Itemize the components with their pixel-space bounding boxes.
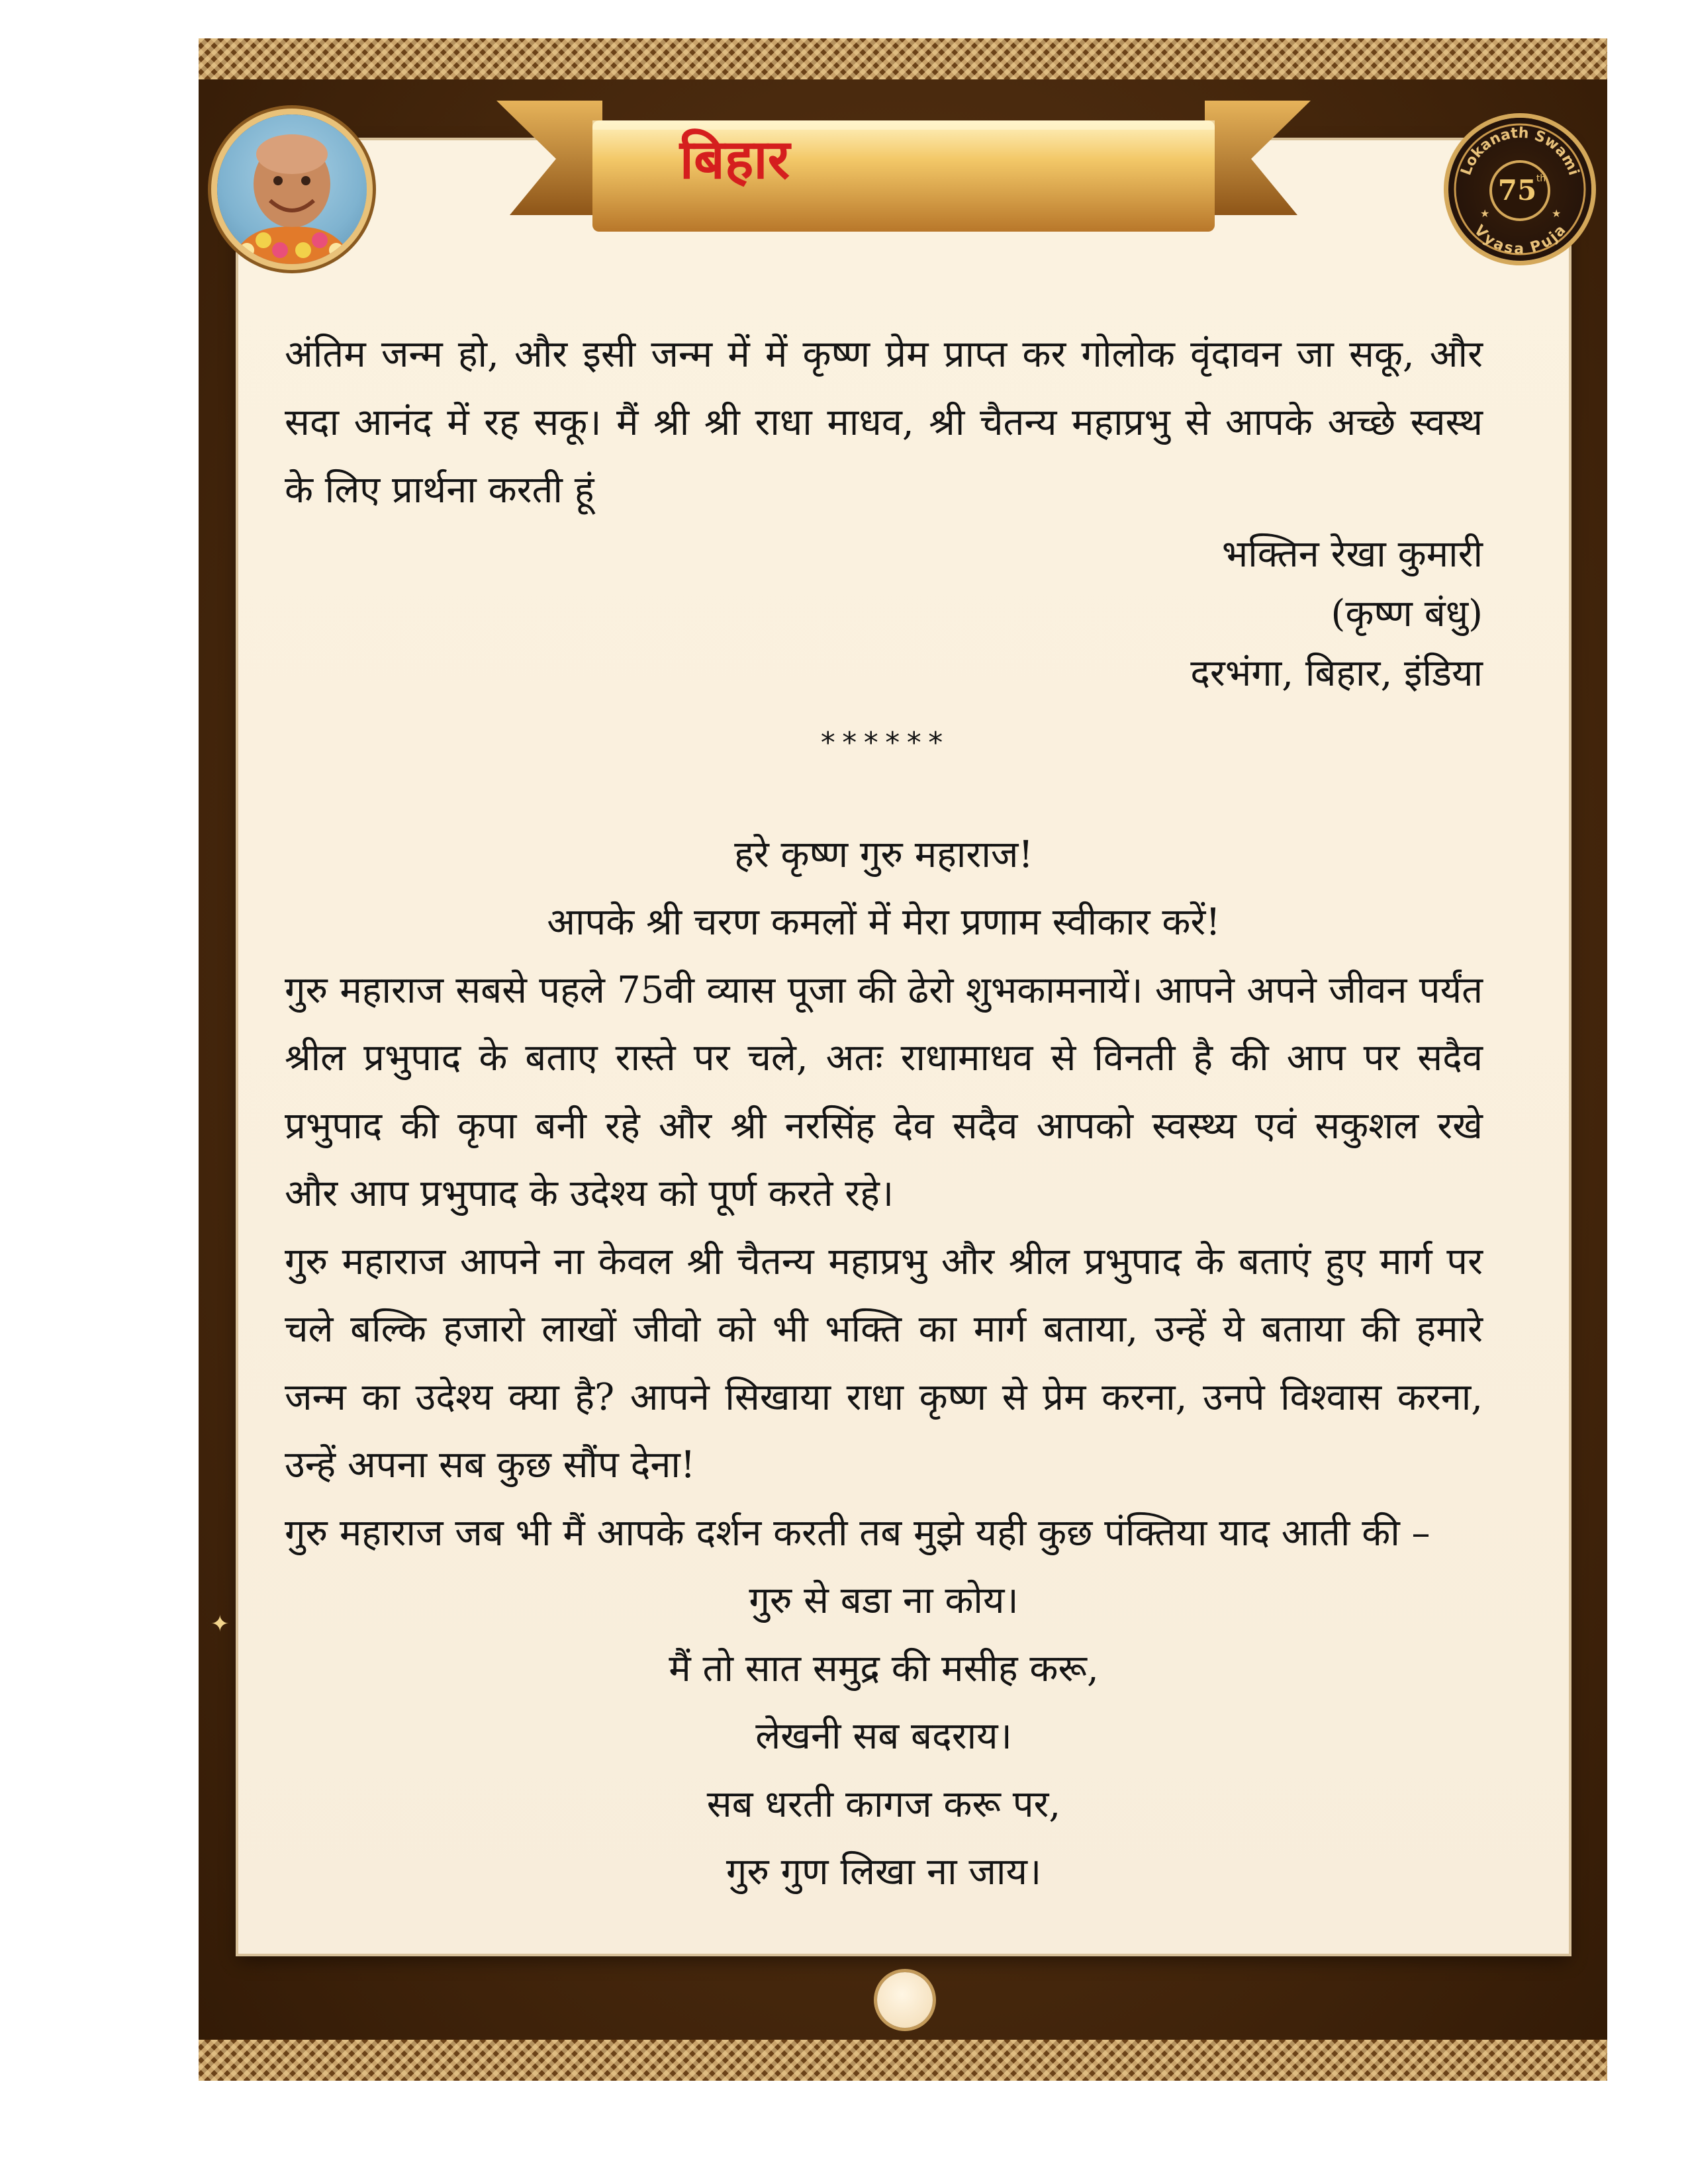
text-line: और आप प्रभुपाद के उदेश्य को पूर्ण करते रहे। xyxy=(285,1172,894,1215)
logo-number: 75 xyxy=(1497,174,1537,206)
text-line: गुरु महाराज आपने ना केवल श्री चैतन्य महाप्रभु और श्रील प्रभुपाद के बताएं हुए मार्ग पर xyxy=(285,1240,1483,1283)
text-line: के लिए प्रार्थना करती हूं xyxy=(285,469,594,512)
decorative-disc xyxy=(877,1972,933,2028)
poem-line: गुरु से बडा ना कोय। xyxy=(749,1579,1019,1622)
decorative-border-top xyxy=(199,38,1607,79)
signature-name: भक्तिन रेखा कुमारी xyxy=(1221,532,1483,576)
poem-line: मैं तो सात समुद्र की मसीह करू, xyxy=(669,1647,1099,1690)
text-line: जन्म का उदेश्य क्या है? आपने सिखाया राधा कृष्ण से प्रेम करना, उनपे विश्वास करना, xyxy=(285,1375,1483,1419)
poem-line: गुरु गुण लिखा ना जाय। xyxy=(726,1850,1042,1893)
signature-block xyxy=(285,525,1483,704)
text-line: अंतिम जन्म हो, और इसी जन्म में में कृष्ण प्रेम प्राप्त कर गोलोक वृंदावन जा सकू, और xyxy=(285,333,1483,376)
letter-content xyxy=(285,321,1483,1907)
separator: ****** xyxy=(819,725,949,760)
spacer xyxy=(285,783,1483,821)
text-line: उन्हें अपना सब कुछ सौंप देना! xyxy=(285,1443,696,1486)
star-icon: ★ xyxy=(1552,207,1562,220)
signature-place: दरभंगा, बिहार, इंडिया xyxy=(1190,651,1483,695)
logo-suffix: th xyxy=(1536,173,1546,184)
svg-text:Vyasa Puja xyxy=(1471,222,1570,258)
poem-line: लेखनी सब बदराय। xyxy=(755,1715,1012,1758)
salutation: आपके श्री चरण कमलों में मेरा प्रणाम स्वीकार करें! xyxy=(547,901,1221,944)
greeting: हरे कृष्ण गुरु महाराज! xyxy=(734,833,1033,876)
guru-portrait xyxy=(217,114,367,264)
star-icon: ★ xyxy=(1480,207,1490,220)
text-line: गुरु महाराज सबसे पहले 75वी व्यास पूजा की ढेरो शुभकामनायें। आपने अपने जीवन पर्यंत xyxy=(285,968,1483,1012)
text-line: चले बल्कि हजारो लाखों जीवो को भी भक्ति का मार्ग बताया, उन्हें ये बताया की हमारे xyxy=(285,1308,1483,1351)
poem-line: सब धरती कागज करू पर, xyxy=(706,1782,1061,1826)
ribbon-tail-left xyxy=(496,101,602,215)
decorative-border-bottom xyxy=(199,2040,1607,2081)
page-title: बिहार xyxy=(679,128,790,191)
text-line: गुरु महाराज जब भी मैं आपके दर्शन करती तब मुझे यही कुछ पंक्तिया याद आती की – xyxy=(285,1511,1430,1555)
sparkle-icon: ✦ xyxy=(211,1611,230,1637)
vyasa-puja-logo xyxy=(1448,118,1591,261)
signature-group: (कृष्ण बंधु) xyxy=(1331,592,1483,635)
logo-text-bottom: Vyasa Puja xyxy=(1470,222,1570,258)
text-line: श्रील प्रभुपाद के बताए रास्ते पर चले, अतः राधामाधव से विनती है की आप पर सदैव xyxy=(285,1036,1483,1079)
logo-emblem xyxy=(1448,118,1591,261)
text-line: सदा आनंद में रह सकू। मैं श्री श्री राधा माधव, श्री चैतन्य महाप्रभु से आपके अच्छे स्वस्थ xyxy=(285,400,1483,444)
portrait-image xyxy=(217,114,367,264)
logo-text-top: Lokanath Swami xyxy=(1458,124,1582,178)
text-line: प्रभुपाद की कृपा बनी रहे और श्री नरसिंह देव सदैव आपको स्वस्थ्य एवं सकुशल रखे xyxy=(285,1104,1483,1148)
ribbon-tail-right xyxy=(1205,101,1311,215)
